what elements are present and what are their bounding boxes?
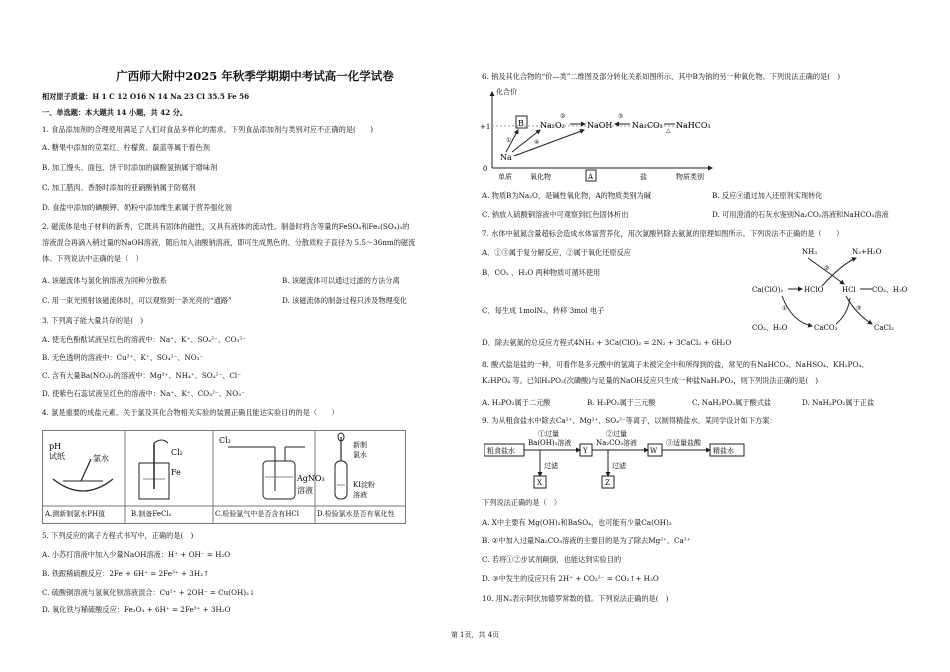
q3-option-b: B. 无色透明的溶液中：Cu²⁺、K⁺、SO₄²⁻、NO₃⁻ (42, 353, 204, 362)
q6-option-b: B. 反应④通过加入还原剂实现转化 (712, 191, 823, 200)
q7-step-1: ① (782, 305, 788, 312)
q7-hcl: HCl (842, 286, 856, 294)
q7-ca-clo-2: Ca(ClO)₂ (752, 286, 784, 294)
q4-caption-c: C.检验氯气中是否含有HCl (215, 510, 300, 518)
q7-option-a: A．①③属于复分解反应，②属于氧化还原反应 (482, 248, 631, 257)
q6-y-tick-plus1: +1 (480, 123, 491, 131)
q6-arrow-triangle: △ (666, 127, 671, 134)
section-heading: 一、单选题：本大题共 14 小题，共 42 分。 (42, 108, 188, 117)
page-footer: 第 1页，共 4页 (450, 631, 500, 639)
q4-apparatus-figure (42, 430, 406, 524)
q9-option-c: C. 若将①②步试剂颠倒，也能达到实验目的 (482, 555, 622, 564)
q6-x-axis-label: 物质类别 (676, 173, 704, 181)
q8-stem-2: K₂HPO₄ 等。已知H₃PO₂(次磷酸)与足量的NaOH反应只生成一种盐NaH₂PO₂，则下列说法正确的是( ) (482, 376, 819, 385)
q7-diagram-svg (752, 244, 912, 332)
q4-a-label-paper: 试纸 (49, 452, 65, 461)
q4-a-label-ph: pH (49, 442, 62, 451)
q7-stem: 7. 水体中氨氮含量超标会造成水体富营养化，用次氯酸钙除去氨氮的原理如图所示。下列说法不正确的是（ ） (482, 229, 844, 238)
q9-stem: 9. 为从粗食盐水中除去Ca²⁺、Mg²⁺、SO₄²⁻等离子，以制得精盐水。某同学设计如下方案： (482, 416, 777, 425)
q2-option-a: A. 该磁流体与氯化钠溶液为同种分散系 (42, 276, 167, 285)
q4-caption-d: D.检验氯水是否有氧化性 (317, 510, 395, 518)
q8-option-b: B. H₃PO₂属于三元酸 (587, 398, 656, 407)
q6-node-b: B (518, 119, 524, 128)
q9-option-b: B. ②中加入过量Na₂CO₃溶液的主要目的是为了除去Mg²⁺、Ca²⁺ (482, 536, 691, 545)
q4-c-label-agno3: AgNO₃ (297, 474, 325, 483)
q8-option-d: D. NaH₂PO₂属于正盐 (802, 398, 875, 407)
q6-y-axis-label: 化合价 (496, 88, 517, 96)
q9-step3-reagent: ③适量盐酸 (666, 439, 701, 447)
q5-option-d: D. 氧化铁与稀硫酸反应：Fe₂O₃ + 6H⁺ = 2Fe³⁺ + 3H₂O (42, 605, 231, 614)
q9-step1-excess: ①过量 (538, 430, 559, 438)
q6-option-d: D. 可用澄清的石灰水鉴别Na₂CO₃溶液和NaHCO₃溶液 (712, 210, 889, 219)
q10-stem: 10. 用Nₐ表示阿伏加德罗常数的值。下列说法正确的是( ) (482, 594, 669, 603)
q2-option-c: C. 用一束光照射该磁流体时，可以观察到一条光亮的“通路” (42, 296, 232, 305)
q8-stem-1: 8. 酸式盐是盐的一种，可看作是多元酸中的氢离子未被完全中和所得到的盐，常见的有NaHCO₃、NaHSO₄、KH₂PO₄、 (482, 360, 869, 369)
q1-option-b: B. 加工馒头、面包、饼干时添加的碳酸氢钠属于增味剂 (42, 163, 218, 172)
q4-c-label-solution: 溶液 (297, 486, 313, 495)
q9-refined-brine: 精盐水 (713, 447, 734, 455)
q2-option-b: B. 该磁流体可以通过过滤的方法分离 (282, 276, 400, 285)
q7-step-2: ② (824, 265, 830, 272)
q6-node-naoh: NaOH (587, 121, 613, 130)
q8-option-a: A. H₃PO₂属于二元酸 (482, 398, 551, 407)
q4-d-label-ki-starch: KI淀粉 (353, 481, 375, 489)
q7-option-c: C．每生成 1molN₂，转移 3mol 电子 (482, 306, 605, 315)
q4-b-label-cl2: Cl₂ (171, 448, 183, 457)
q9-filter-2: 过滤 (612, 462, 626, 470)
q1-stem: 1. 食品添加剂的合理使用满足了人们对食品多样化的需求。下列食品添加剂与类别对应不正确的是( ) (42, 125, 374, 134)
q7-caco3: CaCO₃ (814, 324, 838, 332)
q6-node-na2co3: Na₂CO₃ (632, 121, 663, 130)
q7-step-3: ③ (856, 305, 862, 312)
q1-option-c: C. 加工腊肉、香肠时添加的亚硝酸钠属于防腐剂 (42, 183, 196, 192)
q9-x-box: X (537, 479, 542, 487)
q6-arrow-2: ② (560, 113, 566, 120)
q2-option-d: D. 该磁流体的制备过程只涉及物理变化 (282, 296, 408, 305)
q6-x-cat-a: A (588, 173, 594, 181)
q6-x-cat-oxide: 氧化物 (530, 173, 551, 181)
q6-stem: 6. 钠及其化合物的“价—类”二维图及部分转化关系如图所示，其中B为钠的另一种氧化物。下列说法正确的是( ) (482, 72, 841, 81)
q7-cacl2: CaCl₂ (874, 324, 894, 332)
q9-z-box: Z (605, 479, 610, 487)
q4-caption-b: B.制备FeCl₂ (131, 510, 172, 518)
q2-stem-3: 体。下列说法中正确的是（ ） (42, 254, 143, 263)
q5-stem: 5. 下列反应的离子方程式书写中，正确的是( ) (42, 531, 194, 540)
q9-flowchart (484, 428, 754, 490)
q9-step2-reagent: Na₂CO₃溶液 (596, 439, 638, 447)
q3-stem: 3. 下列离子能大量共存的是( ) (42, 316, 144, 325)
q9-prompt: 下列说法正确的是（ ） (482, 498, 562, 507)
q7-co2-h2o-top: CO₂、H₂O (872, 286, 908, 294)
q9-option-a: A. X中主要有 Mg(OH)₂和BaSO₄，也可能有少量Ca(OH)₂ (482, 518, 672, 527)
q2-stem-1: 2. 磁流体是电子材料的新秀，它既具有固体的磁性，又具有液体的流动性。制备时将含等量的FeSO₄和Fe₂(SO₄)₃的 (42, 222, 410, 231)
q9-flow-svg (484, 428, 754, 490)
q6-arrow-4: ④ (534, 139, 540, 146)
page-title: 广西师大附中2025 年秋季学期期中考试高一化学试卷 (116, 69, 394, 83)
q6-valence-diagram (480, 86, 720, 182)
q3-option-a: A. 使无色酚酞试液呈红色的溶液中：Na⁺、K⁺、SO₄²⁻、CO₃²⁻ (42, 335, 246, 344)
q9-crude-brine: 粗食盐水 (487, 447, 515, 455)
q4-c-label-cl2: Cl₂ (219, 436, 231, 445)
q4-d-label-fresh: 新制 (353, 441, 367, 449)
q1-option-a: A. 糖果中添加的苋菜红、柠檬黄、靛蓝等属于着色剂 (42, 143, 210, 152)
q1-option-d: D. 食盐中添加的碘酸钾、奶粉中添加维生素属于营养强化剂 (42, 203, 232, 212)
q9-step1-reagent: Ba(OH)₂溶液 (528, 439, 572, 447)
q9-y-box: Y (583, 447, 588, 455)
q4-caption-a: A.测新制氯水PH值 (45, 510, 106, 518)
q7-option-d: D．除去氨氮的总反应方程式4NH₃ + 3Ca(ClO)₂ = 2N₂ + 3CaCl₂ + 6H₂O (482, 338, 732, 347)
q6-y-tick-0: 0 (483, 165, 488, 173)
q7-n2-h2o: N₂+H₂O (852, 248, 882, 256)
q6-node-nahco3: NaHCO₃ (676, 121, 711, 130)
q2-stem-2: 溶液混合再滴入稍过量的NaOH溶液，随后加入油酸钠溶液，即可生成黑色的、分散质粒子直径为 5.5～36nm的磁流 (42, 238, 416, 247)
q7-option-b: B．CO₂ 、H₂O 两种物质可循环使用 (482, 268, 601, 277)
q5-option-b: B. 铁跟稀硫酸反应：2Fe + 6H⁺ = 2Fe³⁺ + 3H₂↑ (42, 569, 210, 578)
q6-diagram-svg (480, 86, 720, 182)
q3-option-c: C. 含有大量Ba(NO₃)₂的溶液中：Mg²⁺、NH₄⁺、SO₄²⁻、Cl⁻ (42, 371, 242, 380)
q9-step2-excess: ②过量 (606, 430, 627, 438)
q6-option-a: A. 物质B为Na₂O，是碱性氧化物，A的物质类别为碱 (482, 191, 651, 200)
q4-b-label-fe: Fe (171, 468, 181, 477)
q3-option-d: D. 使紫色石蕊试液呈红色的溶液中：Na⁺、K⁺、CO₃²⁻、NO₃⁻ (42, 389, 245, 398)
q5-option-c: C. 硫酸铜溶液与氢氧化钡溶液混合：Cu²⁺ + 2OH⁻ = Cu(OH)₂↓ (42, 588, 255, 597)
q6-arrow-1: ① (506, 137, 512, 144)
q7-hclo: HClO (804, 286, 824, 294)
q4-d-label-solution: 溶液 (353, 491, 367, 499)
q6-x-cat-salt: 盐 (640, 173, 647, 181)
q8-option-c: C. NaH₂PO₂属于酸式盐 (692, 398, 772, 407)
q6-x-cat-element: 单质 (498, 173, 512, 181)
q4-d-label-chlorine-water: 氯水 (353, 451, 367, 459)
atomic-mass: 相对原子质量：H 1 C 12 O16 N 14 Na 23 Cl 35.5 Fe 56 (42, 92, 250, 101)
q9-filter-1: 过滤 (544, 462, 558, 470)
q6-node-na: Na (500, 153, 512, 162)
q5-option-a: A. 小苏打溶液中加入少量NaOH溶液：H⁺ + OH⁻ = H₂O (42, 550, 231, 559)
q6-arrow-5: ⑤ (618, 113, 624, 120)
q4-stem: 4. 氯是重要的成盐元素。关于氯及其化合物相关实验的装置正确且能达实验目的的是（ ） (42, 408, 339, 417)
q6-option-c: C. 钠放入硫酸铜溶液中可观察到红色固体析出 (482, 210, 629, 219)
q7-cycle-diagram (752, 244, 912, 332)
q9-w-box: W (650, 447, 658, 455)
q9-option-d: D. ③中发生的反应只有 2H⁺ + CO₃²⁻ = CO₂↑+ H₂O (482, 574, 659, 583)
q7-co2-h2o-bottom: CO₂、H₂O (752, 324, 788, 332)
q4-a-label-chlorine-water: 氯水 (93, 454, 109, 463)
q7-nh3: NH₃ (802, 248, 818, 256)
q6-node-na2o2: Na₂O₂ (540, 121, 565, 130)
